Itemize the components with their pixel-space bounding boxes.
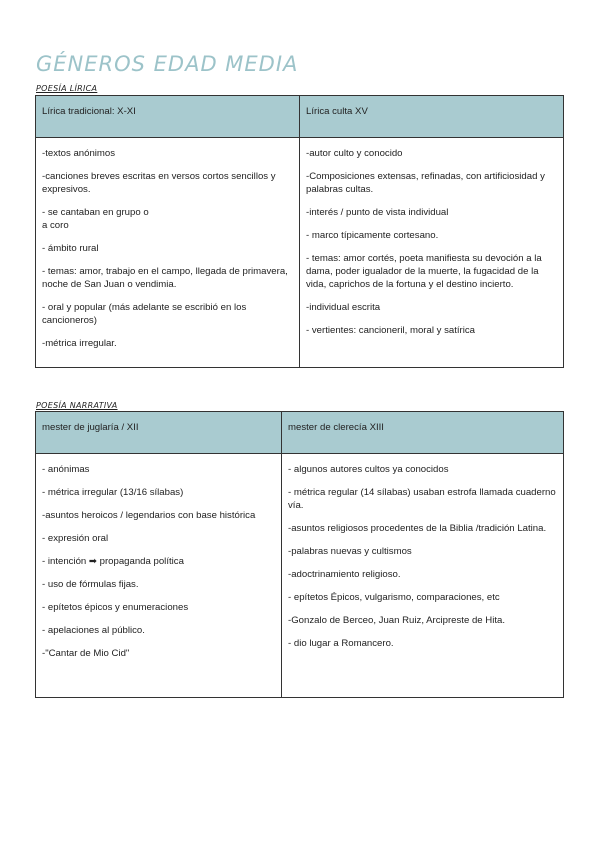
header-label-tradicional: Lírica tradicional: X-XI: [42, 106, 136, 117]
list-item: - dio lugar a Romancero.: [288, 638, 394, 649]
list-item: - temas: amor cortés, poeta manifiesta su devoción a la dama, poder igualador de la muerte, la fugacidad de la vida, caprichos de la fortuna y el destino incierto.: [306, 253, 542, 290]
section-label-narrativa: POESÍA NARRATIVA: [36, 401, 118, 410]
list-item: -adoctrinamiento religioso.: [288, 569, 401, 580]
table-header-row: [36, 412, 564, 454]
list-item: - oral y popular (más adelante se escribió en los cancioneros): [42, 302, 247, 326]
list-item: -interés / punto de vista individual: [306, 207, 449, 218]
list-item: - ámbito rural: [42, 243, 99, 254]
list-item: - vertientes: cancioneril, moral y satírica: [306, 325, 476, 336]
list-item: - métrica regular (14 sílabas) usaban estrofa llamada cuaderno vía.: [288, 487, 556, 511]
list-juglaria: [36, 454, 282, 698]
list-item: - marco típicamente cortesano.: [306, 230, 439, 241]
list-item: -canciones breves escritas en versos cortos sencillos y expresivos.: [42, 171, 276, 195]
list-item: -Gonzalo de Berceo, Juan Ruiz, Arcipreste de Hita.: [288, 615, 506, 626]
list-item: - expresión oral: [42, 533, 109, 544]
list-item: - uso de fórmulas fijas.: [42, 579, 139, 590]
header-cell: [300, 96, 564, 138]
header-cell: [36, 412, 282, 454]
list-item: - algunos autores cultos ya conocidos: [288, 464, 449, 475]
list-clerecia: [282, 454, 564, 698]
header-label-clerecia: mester de clerecía XIII: [288, 422, 384, 433]
list-tradicional: [36, 138, 300, 368]
list-item: -asuntos heroicos / legendarios con base histórica: [42, 510, 256, 521]
list-item: -Composiciones extensas, refinadas, con artificiosidad y palabras cultas.: [306, 171, 545, 195]
list-item: -palabras nuevas y cultismos: [288, 546, 412, 557]
header-cell: [282, 412, 564, 454]
list-item: -textos anónimos: [42, 148, 116, 159]
table-lirica: [35, 95, 564, 368]
list-item: - apelaciones al público.: [42, 625, 145, 636]
header-cell: [36, 96, 300, 138]
table-body-row: [36, 454, 564, 698]
list-item: - métrica irregular (13/16 sílabas): [42, 487, 184, 498]
list-item: -métrica irregular.: [42, 338, 117, 349]
list-item: - epítetos épicos y enumeraciones: [42, 602, 189, 613]
table-body-row: [36, 138, 564, 368]
table-header-row: [36, 96, 564, 138]
table-narrativa: [35, 411, 564, 698]
list-culta: [300, 138, 564, 368]
list-item: - anónimas: [42, 464, 90, 475]
list-item: - se cantaban en grupo o a coro: [42, 207, 149, 231]
list-item: - epítetos Épicos, vulgarismo, comparaciones, etc: [288, 592, 500, 603]
header-label-juglaria: mester de juglaría / XII: [42, 422, 139, 433]
list-item: -asuntos religiosos procedentes de la Biblia /tradición Latina.: [288, 523, 547, 534]
list-item: -individual escrita: [306, 302, 381, 313]
list-item: - intención ➡ propaganda política: [42, 556, 184, 567]
list-item: -"Cantar de Mio Cid": [42, 648, 130, 659]
section-label-lirica: POESÍA LÍRICA: [36, 84, 98, 93]
list-item: - temas: amor, trabajo en el campo, llegada de primavera, noche de San Juan o vendimia.: [42, 266, 288, 290]
page-title: GÉNEROS EDAD MEDIA: [36, 52, 299, 76]
header-label-culta: Lírica culta XV: [306, 106, 368, 117]
list-item: -autor culto y conocido: [306, 148, 403, 159]
